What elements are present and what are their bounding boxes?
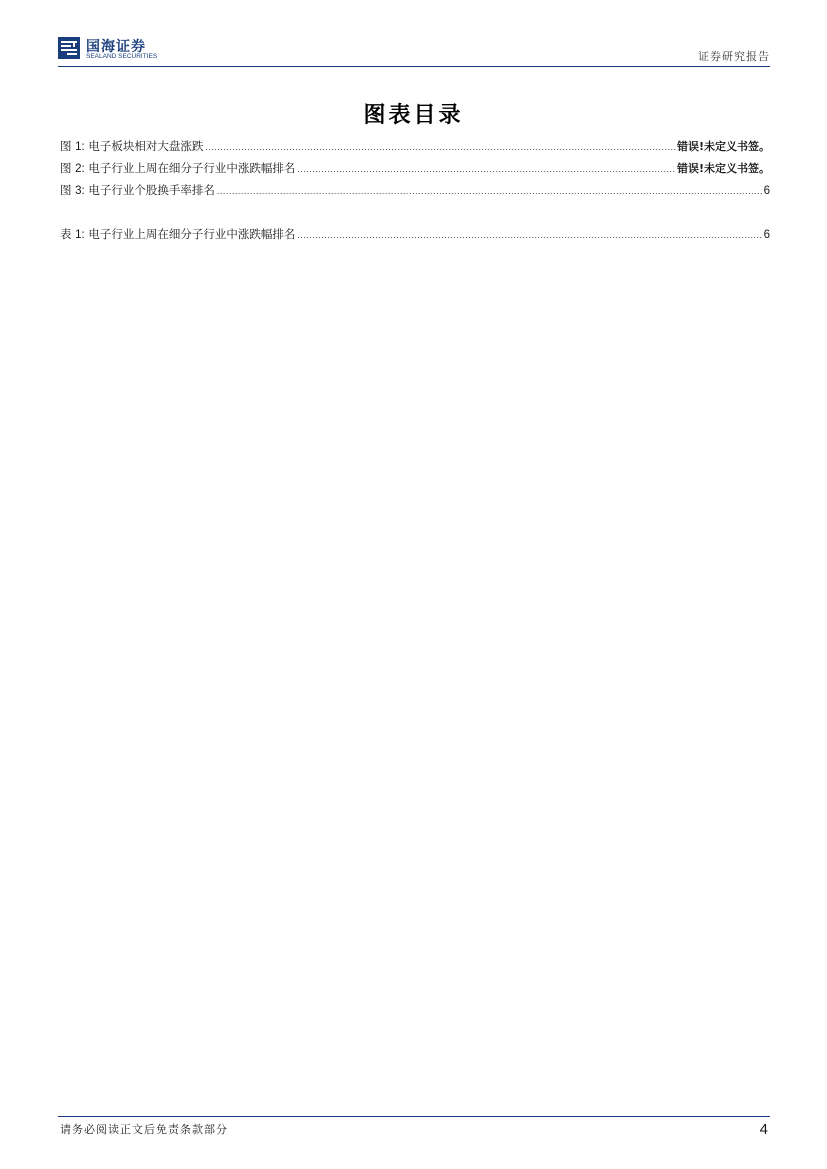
sealand-logo-icon — [58, 37, 80, 59]
leader-dots — [297, 164, 676, 174]
leader-dots — [205, 142, 676, 152]
logo-chinese-name: 国海证券 — [86, 39, 146, 55]
toc-entry-figure-3[interactable] — [60, 182, 770, 200]
logo-english-name: SEALAND SECURITIES — [86, 53, 158, 60]
toc-entry-label: 图 3: 电子行业个股换手率排名 — [60, 183, 215, 197]
toc-page-ref: 错误!未定义书签。 — [676, 162, 770, 175]
toc-page-ref: 6 — [763, 185, 770, 197]
toc-entry-label: 图 2: 电子行业上周在细分子行业中涨跌幅排名 — [60, 161, 296, 175]
disclaimer-notice: 请务必阅读正文后免责条款部分 — [60, 1123, 228, 1136]
report-type-label: 证券研究报告 — [698, 50, 770, 63]
toc-entry-table-1[interactable] — [60, 226, 770, 244]
page-title: 图表目录 — [363, 103, 464, 128]
toc-entry-label: 表 1: 电子行业上周在细分子行业中涨跌幅排名 — [60, 227, 296, 241]
page-number: 4 — [759, 1121, 768, 1138]
toc-entry-label: 图 1: 电子板块相对大盘涨跌 — [60, 139, 204, 153]
toc-page-ref: 错误!未定义书签。 — [676, 140, 770, 153]
toc-page-ref: 6 — [763, 229, 770, 241]
leader-dots — [297, 230, 762, 240]
company-logo — [58, 36, 198, 64]
page-header — [58, 36, 770, 67]
page-footer — [58, 1116, 770, 1138]
leader-dots — [217, 186, 763, 196]
toc-entry-figure-1[interactable] — [60, 138, 770, 156]
toc-entry-figure-2[interactable] — [60, 160, 770, 178]
